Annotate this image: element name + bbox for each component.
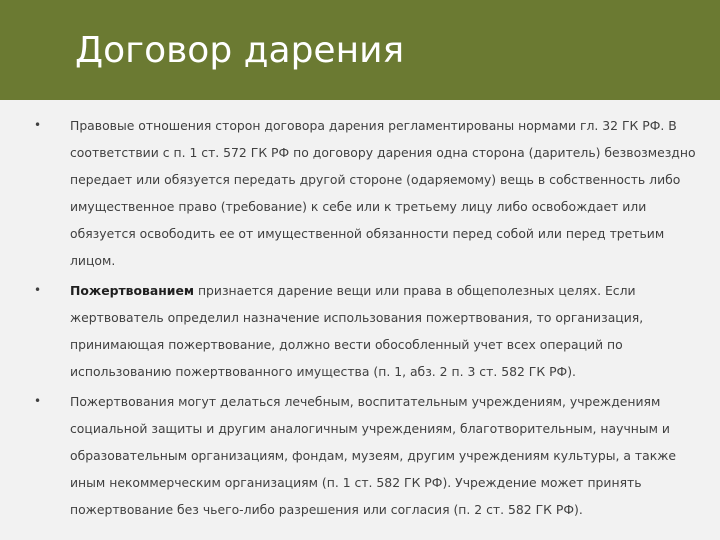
bullet-text bbox=[70, 388, 696, 523]
bullet-text-body: Пожертвования могут делаться лечебным, воспитательным учреждениям, учреждениям социальной защиты и другим аналогичным учреждениям, благотворительным, научным и образовательным организациям, фондам, музеям, другим учреждениям культуры, а также иным некоммерческим организациям (п. 1 ст. 582 ГК РФ). Учреждение может принять пожертвование без чьего-либо разрешения или согласия (п. 2 ст. 582 ГК РФ). bbox=[70, 394, 676, 517]
bullet-text bbox=[70, 277, 696, 385]
bullet-icon: • bbox=[34, 118, 42, 132]
title-band bbox=[0, 0, 720, 100]
bullet-icon: • bbox=[34, 283, 42, 297]
slide-body bbox=[0, 112, 720, 523]
bullet-text-body: признается дарение вещи или права в общеполезных целях. Если жертвователь определил назначение использования пожертвования, то организация, принимающая пожертвование, должно вести обособленный учет всех операций по использованию пожертвованного имущества (п. 1, абз. 2 п. 3 ст. 582 ГК РФ). bbox=[70, 283, 644, 379]
bold-term: Пожертвованием bbox=[70, 283, 194, 298]
bullet-text-body: Правовые отношения сторон договора дарения регламентированы нормами гл. 32 ГК РФ. В соответствии с п. 1 ст. 572 ГК РФ по договору дарения одна сторона (даритель) безвозмездно передает или обязуется передать другой стороне (одаряемому) вещь в собственность либо имущественное право (требование) к себе или к третьему лицу либо освобождает или обязуется освободить ее от имущественной обязанности перед собой или перед третьим лицом. bbox=[70, 118, 696, 268]
bullet-icon: • bbox=[34, 394, 42, 408]
list-item bbox=[0, 112, 720, 274]
slide-title: Договор дарения bbox=[75, 30, 405, 71]
bullet-text bbox=[70, 112, 696, 274]
list-item bbox=[0, 388, 720, 523]
list-item bbox=[0, 277, 720, 385]
